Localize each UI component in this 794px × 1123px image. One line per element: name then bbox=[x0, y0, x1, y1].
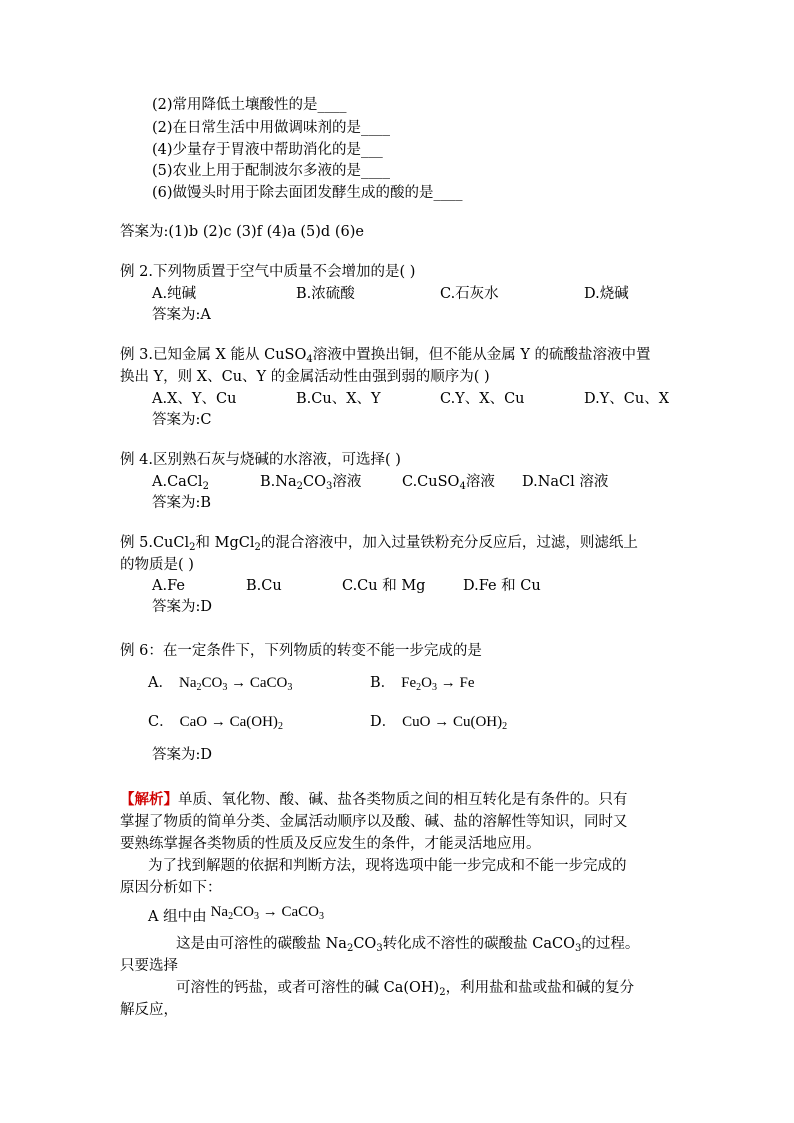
ex4-question: 例 4.区别熟石灰与烧碱的水溶液，可选择( ) bbox=[120, 452, 401, 468]
analysis-line4: 为了找到解题的依据和判断方法，现将选项中能一步完成和不能一步完成的 bbox=[148, 858, 627, 874]
ex6-question: 例 6：在一定条件下，下列物质的转变不能一步完成的是 bbox=[120, 643, 482, 659]
ex3-option-a: A.X、Y、Cu bbox=[152, 391, 237, 407]
ex4-a-text: A.CaCl bbox=[152, 474, 203, 490]
analysis-line8: 只要选择 bbox=[120, 958, 178, 974]
ex2-option-a: A.纯碱 bbox=[152, 286, 197, 302]
ex4-option-b bbox=[260, 472, 361, 492]
ex5-option-d: D.Fe 和 Cu bbox=[463, 578, 541, 594]
ex5-option-b: B.Cu bbox=[246, 578, 282, 594]
ex4-option-d: D.NaCl 溶液 bbox=[522, 474, 609, 490]
ex3-option-d: D.Y、Cu、X bbox=[584, 391, 670, 407]
ex3-answer: 答案为:C bbox=[152, 412, 212, 428]
ex2-answer: 答案为:A bbox=[152, 307, 211, 323]
ex4-option-c bbox=[402, 472, 495, 492]
ex3-question-line1 bbox=[120, 345, 651, 365]
ex4-a-sub: 2 bbox=[202, 481, 209, 492]
ex3-option-c: C.Y、X、Cu bbox=[440, 391, 525, 407]
ex5-q-e: 的混合溶液中，加入过量铁粉充分反应后，过滤，则滤纸上 bbox=[260, 535, 638, 551]
ex5-q-a: 例 5.CuCl bbox=[120, 535, 190, 551]
ex6-option-b bbox=[370, 673, 475, 693]
ex5-question-line2: 的物质是( ) bbox=[120, 557, 194, 573]
ex4-b-text: B.Na bbox=[260, 474, 297, 490]
ex6-option-a bbox=[148, 673, 292, 693]
list-answer: 答案为:(1)b (2)c (3)f (4)a (5)d (6)e bbox=[120, 224, 364, 240]
list-item-4: (4)少量存于胃液中帮助消化的是___ bbox=[152, 142, 383, 158]
analysis-line9: 可溶性的钙盐，或者可溶性的碱 $Ca(OH)_2$，利用盐和盐或盐和碱的复分 bbox=[176, 980, 635, 998]
ex5-answer: 答案为:D bbox=[152, 599, 213, 615]
analysis-line10: 解反应， bbox=[120, 1002, 178, 1018]
ex5-option-a: A.Fe bbox=[152, 578, 185, 594]
ex4-c-sub: 4 bbox=[459, 481, 466, 492]
ex4-b-text2: CO bbox=[302, 474, 326, 490]
ex3-q-text-rest: 溶液中置换出铜，但不能从金属 Y 的硫酸盐溶液中置 bbox=[312, 347, 651, 363]
analysis-line1 bbox=[120, 790, 628, 810]
analysis-line2: 掌握了物质的简单分类、金属活动顺序以及酸、碱、盐的溶解性等知识，同时又 bbox=[120, 814, 628, 830]
analysis-l6-text: A 组中由 bbox=[148, 909, 207, 925]
ex6-b-label: B． bbox=[370, 675, 396, 691]
analysis-line7: 这是由可溶性的碳酸盐 $Na_2CO_3$转化成不溶性的碳酸盐 CaCO$_3$的过程。 bbox=[176, 936, 640, 954]
ex6-a-formula: $Na_2CO_3$ → CaCO$_3$ bbox=[178, 675, 293, 693]
ex3-q-text: 例 3.已知金属 X 能从 bbox=[120, 347, 265, 363]
ex6-c-formula: CaO → $Ca(OH)_2$ bbox=[179, 714, 283, 732]
list-item-6: (6)做馒头时用于除去面团发酵生成的酸的是____ bbox=[152, 185, 463, 201]
ex2-option-b: B.浓硫酸 bbox=[296, 286, 355, 302]
ex4-b-sub2: 3 bbox=[325, 481, 333, 492]
ex6-d-label: D． bbox=[370, 714, 397, 730]
ex6-option-d bbox=[370, 712, 507, 732]
ex6-option-c bbox=[148, 712, 283, 732]
analysis-line5: 原因分析如下： bbox=[120, 880, 222, 896]
ex6-d-formula: CuO → $Cu(OH)_2$ bbox=[402, 714, 508, 732]
list-item-5: (5)农业上用于配制波尔多液的是____ bbox=[152, 163, 391, 179]
ex6-c-label: C． bbox=[148, 714, 174, 730]
ex4-option-a bbox=[152, 472, 209, 492]
ex4-answer: 答案为:B bbox=[152, 495, 212, 511]
ex6-answer: 答案为:D bbox=[152, 747, 213, 763]
list-item-2: (2)常用降低土壤酸性的是____ bbox=[152, 97, 347, 113]
analysis-line6 bbox=[148, 904, 324, 927]
ex4-c-text2: 溶液 bbox=[465, 474, 495, 490]
ex2-option-c: C.石灰水 bbox=[440, 286, 499, 302]
ex5-q-sub1: 2 bbox=[189, 542, 196, 553]
ex3-formula-sub: 4 bbox=[306, 354, 313, 365]
ex4-b-sub1: 2 bbox=[296, 481, 303, 492]
ex4-b-text3: 溶液 bbox=[332, 474, 362, 490]
ex6-a-label: A． bbox=[148, 675, 173, 691]
ex3-question-line2: 换出 Y，则 X、Cu、Y 的金属活动性由强到弱的顺序为( ) bbox=[120, 369, 490, 385]
list-item-3: (2)在日常生活中用做调味剂的是____ bbox=[152, 120, 391, 136]
analysis-tag: 【解析】 bbox=[120, 791, 178, 808]
analysis-text1: 单质、氧化物、酸、碱、盐各类物质之间的相互转化是有条件的。只有 bbox=[178, 792, 628, 808]
ex5-q-c: 和 MgCl bbox=[195, 535, 255, 551]
ex2-question: 例 2.下列物质置于空气中质量不会增加的是( ) bbox=[120, 264, 416, 280]
ex3-formula: CuSO bbox=[264, 347, 307, 363]
ex4-c-text: C.CuSO bbox=[402, 474, 460, 490]
ex3-option-b: B.Cu、X、Y bbox=[296, 391, 381, 407]
ex5-q-sub2: 2 bbox=[254, 542, 261, 553]
analysis-l6-formula: $Na_2CO_3$ → CaCO$_3$ bbox=[210, 904, 324, 922]
ex5-question-line1 bbox=[120, 533, 638, 553]
ex2-option-d: D.烧碱 bbox=[584, 286, 629, 302]
ex5-option-c: C.Cu 和 Mg bbox=[342, 578, 426, 594]
ex6-b-formula: $Fe_2O_3 \to Fe$ bbox=[401, 675, 475, 693]
analysis-line3: 要熟练掌握各类物质的性质及反应发生的条件，才能灵活地应用。 bbox=[120, 836, 541, 852]
